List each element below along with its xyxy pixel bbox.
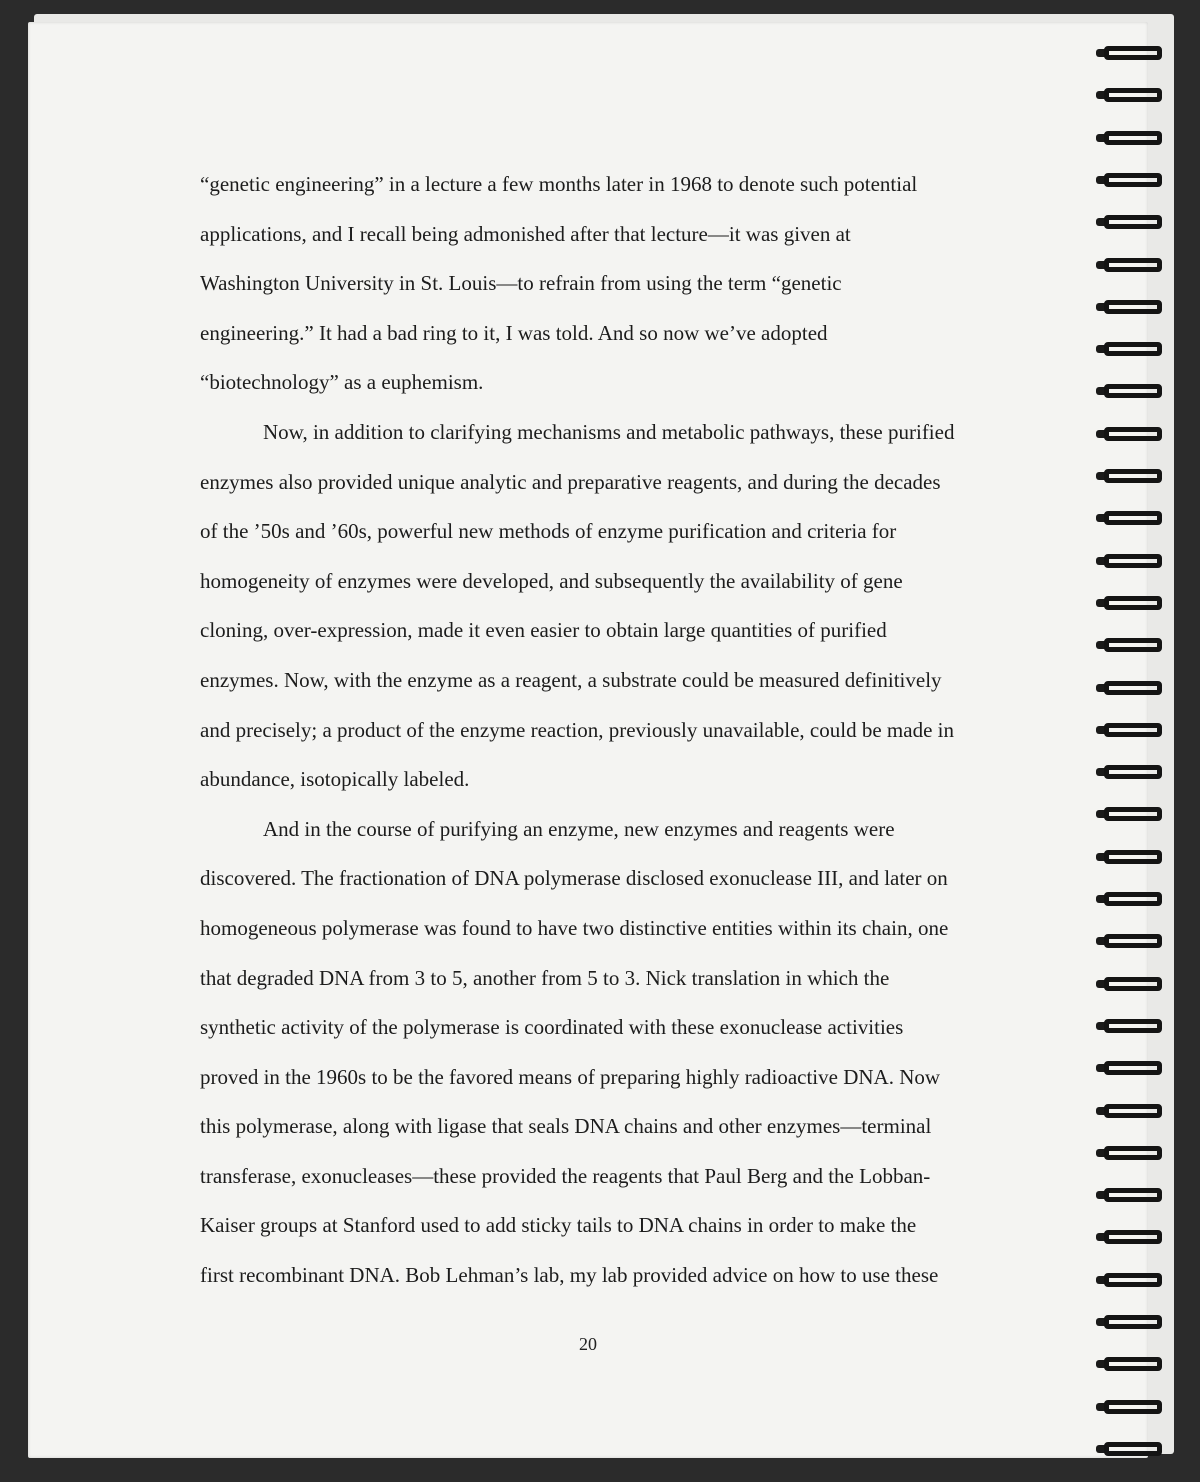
coil-loop-icon (1104, 850, 1162, 864)
text-line: homogeneity of enzymes were developed, and subsequently the availability of gene (200, 568, 903, 593)
coil-loop-icon (1104, 300, 1162, 314)
text-line: cloning, over-expression, made it even easier to obtain large quantities of purified (200, 618, 887, 643)
text-line: and precisely; a product of the enzyme reaction, previously unavailable, could be made in (200, 717, 954, 742)
binding-coil-icon (1096, 342, 1172, 360)
binding-coil-icon (1096, 554, 1172, 572)
binding-coil-icon (1096, 384, 1172, 402)
coil-loop-icon (1104, 1019, 1162, 1033)
binding-coil-icon (1096, 1104, 1172, 1122)
text-line: that degraded DNA from 3 to 5, another from 5 to 3. Nick translation in which the (200, 965, 890, 990)
paragraph-1 (200, 160, 1000, 408)
binding-coil-icon (1096, 596, 1172, 614)
text-line: engineering.” It had a bad ring to it, I was told. And so now we’ve adopted (200, 320, 828, 345)
coil-loop-icon (1104, 807, 1162, 821)
text-line: of the ’50s and ’60s, powerful new methods of enzyme purification and criteria for (200, 519, 897, 544)
text-line: transferase, exonucleases—these provided the reagents that Paul Berg and the Lobban- (200, 1163, 931, 1188)
coil-loop-icon (1104, 1188, 1162, 1202)
coil-loop-icon (1104, 88, 1162, 102)
paragraph-3 (200, 805, 1000, 1301)
document-page (28, 22, 1148, 1458)
binding-coil-icon (1096, 1061, 1172, 1079)
coil-loop-icon (1104, 342, 1162, 356)
binding-coil-icon (1096, 258, 1172, 276)
coil-loop-icon (1104, 1061, 1162, 1075)
coil-loop-icon (1104, 131, 1162, 145)
coil-loop-icon (1104, 554, 1162, 568)
binding-coil-icon (1096, 892, 1172, 910)
binding-coil-icon (1096, 1146, 1172, 1164)
coil-loop-icon (1104, 173, 1162, 187)
binding-coil-icon (1096, 46, 1172, 64)
coil-loop-icon (1104, 638, 1162, 652)
binding-coil-icon (1096, 469, 1172, 487)
text-line: synthetic activity of the polymerase is coordinated with these exonuclease activities (200, 1015, 904, 1040)
coil-loop-icon (1104, 427, 1162, 441)
binding-coil-icon (1096, 1273, 1172, 1291)
coil-loop-icon (1104, 384, 1162, 398)
spiral-binding-icon (1096, 40, 1176, 1480)
text-line: discovered. The fractionation of DNA polymerase disclosed exonuclease III, and later on (200, 866, 948, 891)
binding-coil-icon (1096, 807, 1172, 825)
coil-loop-icon (1104, 977, 1162, 991)
text-line: first recombinant DNA. Bob Lehman’s lab, my lab provided advice on how to use these (200, 1263, 939, 1288)
page-number: 20 (579, 1334, 597, 1354)
binding-coil-icon (1096, 765, 1172, 783)
coil-loop-icon (1104, 765, 1162, 779)
coil-loop-icon (1104, 934, 1162, 948)
binding-coil-icon (1096, 1188, 1172, 1206)
coil-loop-icon (1104, 681, 1162, 695)
text-line: abundance, isotopically labeled. (200, 767, 470, 792)
binding-coil-icon (1096, 131, 1172, 149)
coil-loop-icon (1104, 1273, 1162, 1287)
text-line: this polymerase, along with ligase that seals DNA chains and other enzymes—terminal (200, 1114, 932, 1139)
text-line: homogeneous polymerase was found to have two distinctive entities within its chain, one (200, 915, 949, 940)
coil-loop-icon (1104, 892, 1162, 906)
coil-loop-icon (1104, 596, 1162, 610)
coil-loop-icon (1104, 1104, 1162, 1118)
coil-loop-icon (1104, 258, 1162, 272)
binding-coil-icon (1096, 88, 1172, 106)
binding-coil-icon (1096, 427, 1172, 445)
binding-coil-icon (1096, 934, 1172, 952)
text-line: Now, in addition to clarifying mechanisms and metabolic pathways, these purified (263, 419, 955, 444)
binding-coil-icon (1096, 1400, 1172, 1418)
coil-loop-icon (1104, 1400, 1162, 1414)
binding-coil-icon (1096, 850, 1172, 868)
paragraph-2 (200, 408, 1000, 805)
text-line: proved in the 1960s to be the favored means of preparing highly radioactive DNA. Now (200, 1064, 941, 1089)
text-line: “genetic engineering” in a lecture a few months later in 1968 to denote such potential (200, 172, 918, 196)
binding-coil-icon (1096, 173, 1172, 191)
coil-loop-icon (1104, 1230, 1162, 1244)
binding-coil-icon (1096, 681, 1172, 699)
text-line: enzymes. Now, with the enzyme as a reagent, a substrate could be measured definitively (200, 667, 942, 692)
binding-coil-icon (1096, 215, 1172, 233)
text-line: Kaiser groups at Stanford used to add sticky tails to DNA chains in order to make the (200, 1213, 917, 1238)
text-line: Washington University in St. Louis—to refrain from using the term “genetic (200, 271, 842, 296)
binding-coil-icon (1096, 1315, 1172, 1333)
text-line: enzymes also provided unique analytic and preparative reagents, and during the decades (200, 469, 941, 494)
coil-loop-icon (1104, 511, 1162, 525)
body-text (200, 160, 1000, 1301)
binding-coil-icon (1096, 1357, 1172, 1375)
binding-coil-icon (1096, 300, 1172, 318)
coil-loop-icon (1104, 1357, 1162, 1371)
coil-loop-icon (1104, 469, 1162, 483)
coil-loop-icon (1104, 723, 1162, 737)
text-line: applications, and I recall being admonished after that lecture—it was given at (200, 221, 851, 246)
coil-loop-icon (1104, 1442, 1162, 1456)
coil-loop-icon (1104, 1315, 1162, 1329)
binding-coil-icon (1096, 1230, 1172, 1248)
binding-coil-icon (1096, 638, 1172, 656)
coil-loop-icon (1104, 46, 1162, 60)
coil-loop-icon (1104, 1146, 1162, 1160)
binding-coil-icon (1096, 511, 1172, 529)
text-line: And in the course of purifying an enzyme, new enzymes and reagents were (263, 816, 895, 841)
binding-coil-icon (1096, 723, 1172, 741)
binding-coil-icon (1096, 1019, 1172, 1037)
coil-loop-icon (1104, 215, 1162, 229)
binding-coil-icon (1096, 1442, 1172, 1460)
binding-coil-icon (1096, 977, 1172, 995)
text-line: “biotechnology” as a euphemism. (200, 370, 484, 395)
